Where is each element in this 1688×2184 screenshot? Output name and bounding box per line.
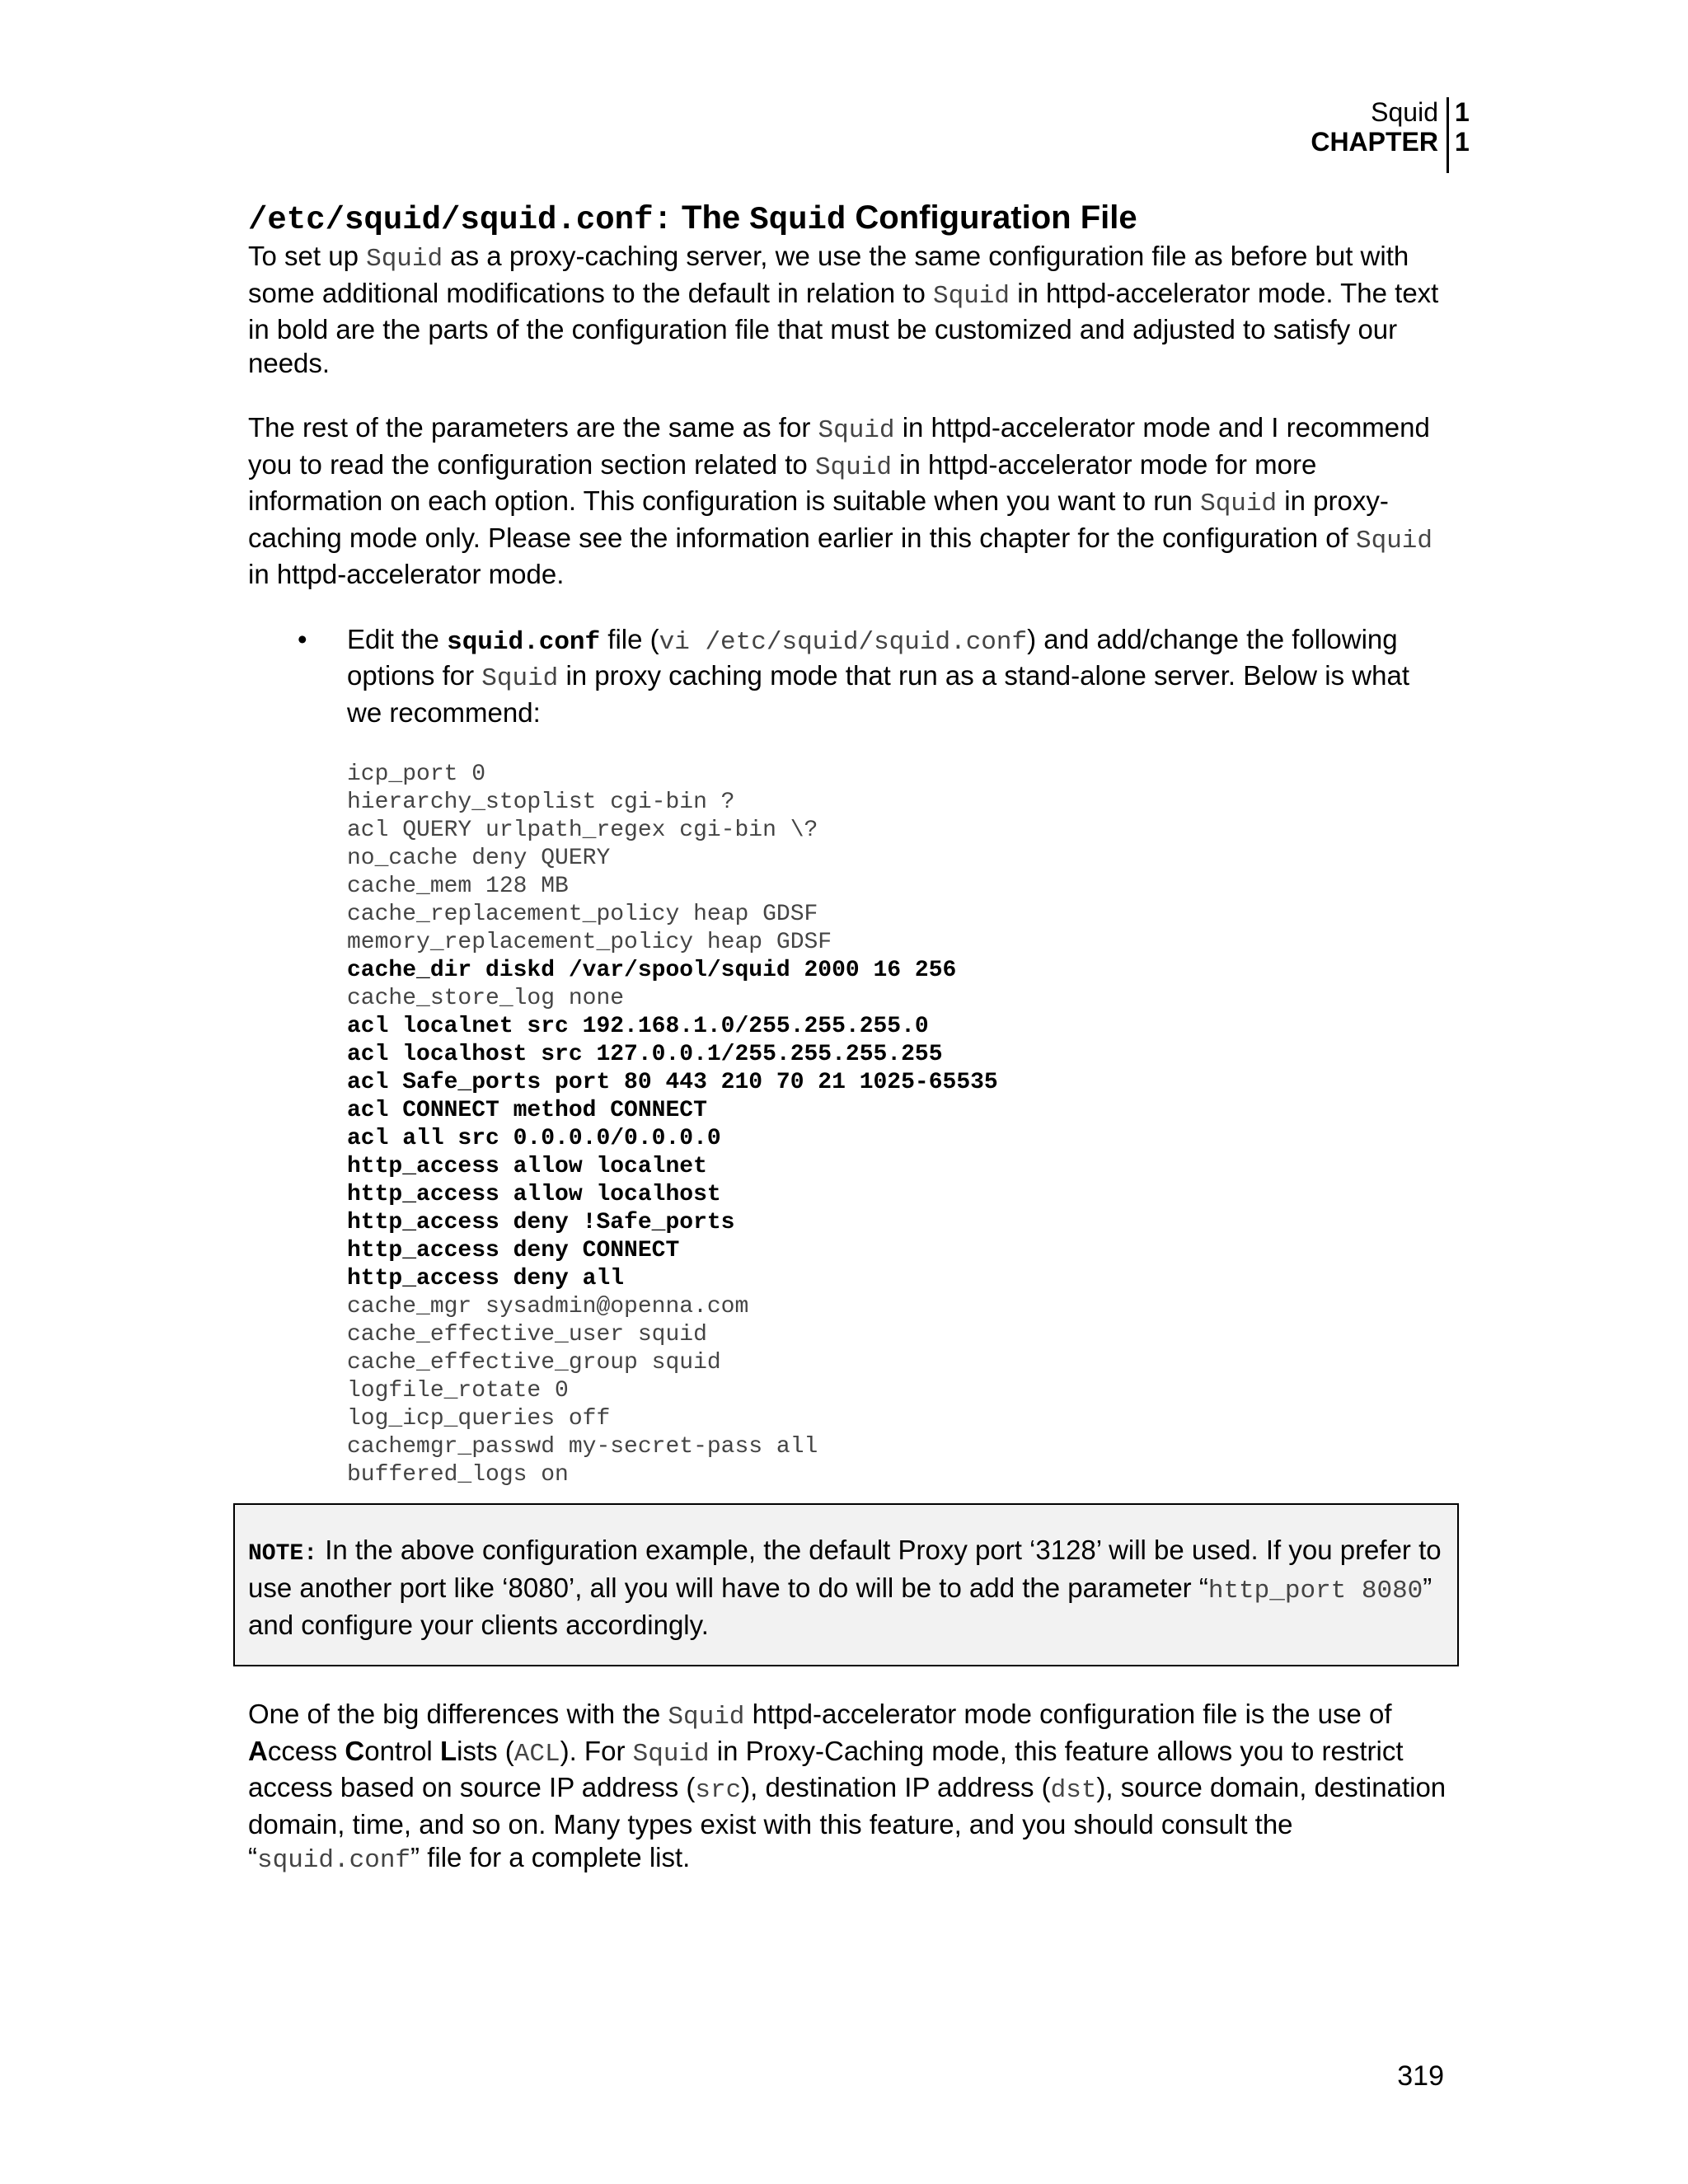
instruction-list — [248, 623, 1451, 730]
config-line: cache_store_log none — [347, 986, 625, 1011]
header-chapter-number-2: 1 — [1455, 127, 1470, 157]
header-chapter-name: Squid — [1371, 97, 1438, 127]
intro-paragraph-1: To set up Squid as a proxy-caching server, we use the same configuration file as before but with some additional modifications to the default in relation to Squid in httpd-accelerator mode. The text in bold are the parts of the configuration file that must be customized and adjusted to satisfy our needs. — [248, 241, 1439, 378]
config-line: acl Safe_ports port 80 443 210 70 21 1025-65535 — [347, 1070, 998, 1095]
config-line: http_access allow localnet — [347, 1154, 707, 1179]
config-line: cachemgr_passwd my-secret-pass all — [347, 1434, 818, 1460]
config-line: acl CONNECT method CONNECT — [347, 1098, 707, 1123]
config-line: cache_dir diskd /var/spool/squid 2000 16 256 — [347, 958, 957, 983]
title-squid: Squid — [749, 202, 846, 238]
main-content — [248, 198, 1451, 1489]
config-line: memory_replacement_policy heap GDSF — [347, 930, 832, 955]
config-line: http_access deny !Safe_ports — [347, 1210, 735, 1235]
bullet-icon: • — [298, 623, 307, 654]
list-item: • Edit the squid.conf file (vi /etc/squid/squid.conf) and add/change the following options for Squid in proxy caching mode that run as a stand-alone server. Below is what we recommend: — [298, 623, 1410, 728]
config-line: no_cache deny QUERY — [347, 846, 611, 871]
config-line: log_icp_queries off — [347, 1406, 611, 1432]
config-line: cache_mgr sysadmin@openna.com — [347, 1294, 749, 1319]
closing-paragraph: One of the big differences with the Squid httpd-accelerator mode configuration file is the use of Access Control Lists (ACL). For Squid in Proxy-Caching mode, this feature allows you to restrict access based on source IP address (src), destination IP address (dst), source domain, destination domain, time, and so on. Many types exist with this feature, and you should consult the “squid.conf” file for a complete list. — [248, 1699, 1447, 1875]
intro-paragraph-2: The rest of the parameters are the same as for Squid in httpd-accelerator mode and I recommend you to read the configuration section related to Squid in httpd-accelerator mode for more information on each option. This configuration is suitable when you want to run Squid in proxy-caching mode only. Please see the information earlier in this chapter for the configuration of Squid in httpd-accelerator mode. — [248, 412, 1432, 589]
page-number: 319 — [1397, 2060, 1444, 2092]
config-line: http_access deny all — [347, 1266, 625, 1291]
config-line: acl all src 0.0.0.0/0.0.0.0 — [347, 1126, 721, 1151]
note-label: NOTE: — [248, 1541, 318, 1567]
section-title — [248, 198, 1451, 240]
config-line: icp_port 0 — [347, 762, 486, 787]
config-code-block — [347, 761, 1451, 1489]
title-path: /etc/squid/squid.conf: — [248, 202, 673, 238]
note-text: NOTE: In the above configuration example, the default Proxy port ‘3128’ will be used. If you prefer to use another port like ‘8080’, all you will have to do will be to add the parameter “http_port 8080” and configure your clients accordingly. — [248, 1535, 1442, 1640]
config-line: cache_replacement_policy heap GDSF — [347, 902, 818, 927]
config-line: http_access deny CONNECT — [347, 1238, 680, 1263]
file-name: squid.conf — [447, 627, 601, 657]
config-line: cache_effective_group squid — [347, 1350, 721, 1376]
config-line: cache_effective_user squid — [347, 1322, 707, 1347]
config-line: buffered_logs on — [347, 1462, 569, 1488]
title-rest: Configuration File — [855, 199, 1137, 236]
header-chapter-number: 1 — [1455, 97, 1470, 127]
config-line: acl localnet src 192.168.1.0/255.255.255.0 — [347, 1014, 929, 1039]
config-line: acl QUERY urlpath_regex cgi-bin \? — [347, 818, 818, 843]
config-line: logfile_rotate 0 — [347, 1378, 569, 1404]
note-code: http_port 8080 — [1207, 1577, 1423, 1605]
config-line: cache_mem 128 MB — [347, 874, 569, 899]
running-header — [1311, 97, 1470, 173]
config-line: acl localhost src 127.0.0.1/255.255.255.255 — [347, 1042, 943, 1067]
config-line: http_access allow localhost — [347, 1182, 721, 1207]
note-box — [233, 1503, 1459, 1666]
title-the: The — [682, 199, 741, 236]
closing-section — [248, 1698, 1451, 1878]
header-chapter-label: CHAPTER — [1311, 127, 1438, 157]
config-line: hierarchy_stoplist cgi-bin ? — [347, 790, 735, 815]
edit-command: vi /etc/squid/squid.conf — [659, 627, 1028, 657]
